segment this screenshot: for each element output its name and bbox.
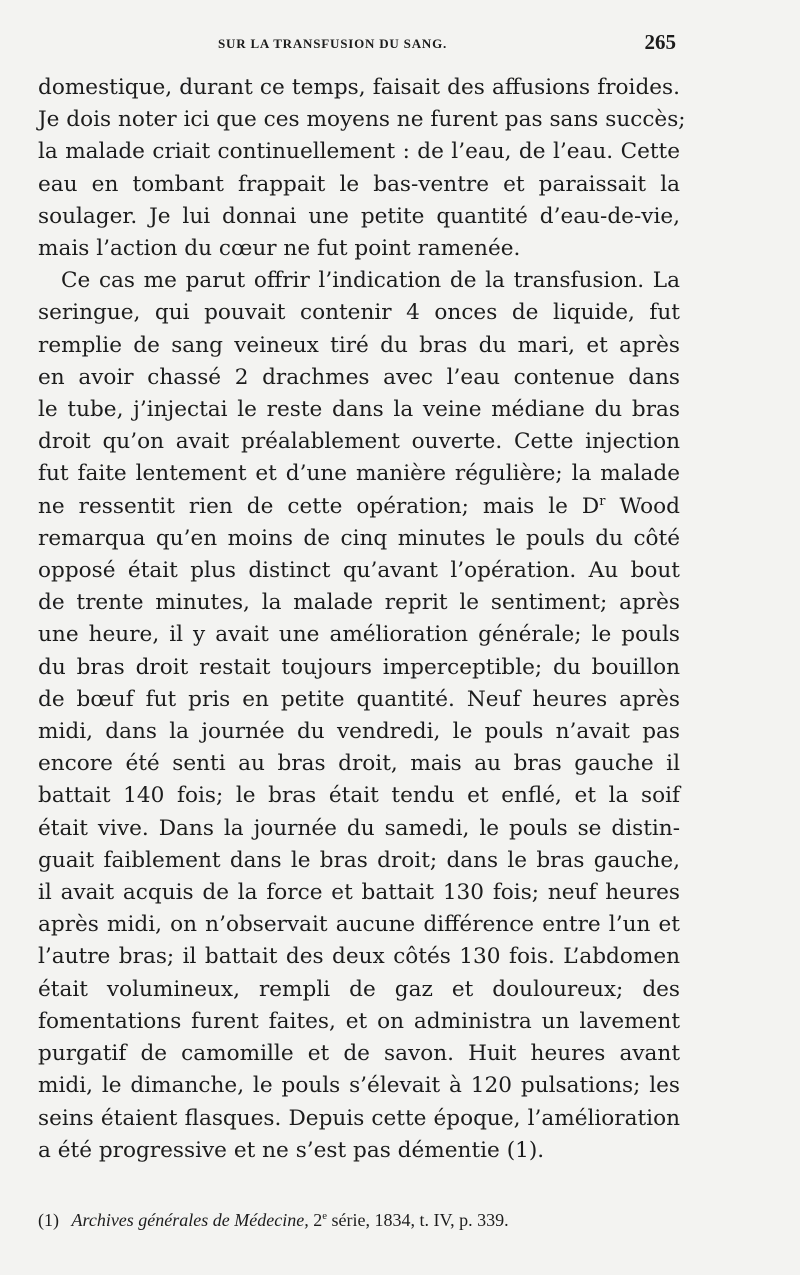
text-line: était vive. Dans la journée du samedi, le pouls se distin- — [38, 815, 680, 841]
text-line: eau en tombant frappait le bas-ventre et paraissait la — [38, 171, 680, 197]
text-line: droit qu’on avait préalablement ouverte. Cette injection — [38, 429, 680, 455]
footnote-journal: Archives générales de Médecine, — [71, 1210, 309, 1230]
text-line-last: a été progressive et ne s’est pas démentie (1). — [38, 1137, 545, 1163]
text-line: Je dois noter ici que ces moyens ne furent pas sans succès; — [38, 107, 686, 133]
text-line: le tube, j’injectai le reste dans la veine médiane du bras — [38, 397, 680, 423]
footnote-series-superscript: e — [322, 1210, 328, 1222]
footnote — [38, 1210, 680, 1231]
text-line: remplie de sang veineux tiré du bras du mari, et après — [38, 332, 680, 358]
text-line: de bœuf fut pris en petite quantité. Neuf heures après — [38, 686, 680, 712]
text-line: opposé était plus distinct qu’avant l’opération. Au bout — [38, 558, 680, 584]
text-line: était volumineux, rempli de gaz et douloureux; des — [38, 976, 680, 1002]
text-line: fomentations furent faites, et on administra un lavement — [38, 1008, 680, 1034]
text-line: une heure, il y avait une amélioration générale; le pouls — [38, 622, 680, 648]
text-line: encore été senti au bras droit, mais au bras gauche il — [38, 751, 680, 777]
last-line-text: a été progressive et ne s’est pas démentie — [38, 1137, 500, 1163]
text-line: remarqua qu’en moins de cinq minutes le pouls du côté — [38, 525, 680, 551]
text-line: du bras droit restait toujours imperceptible; du bouillon — [38, 654, 680, 680]
text-line: la malade criait continuellement : de l’eau, de l’eau. Cette — [38, 139, 680, 165]
text-line: Ce cas me parut offrir l’indication de la transfusion. La — [61, 268, 680, 294]
text-line: battait 140 fois; le bras était tendu et enflé, et la soif — [38, 783, 680, 809]
running-title: SUR LA TRANSFUSION DU SANG. — [218, 36, 448, 51]
text-line: il avait acquis de la force et battait 130 fois; neuf heures — [38, 880, 680, 906]
text-line: guait faiblement dans le bras droit; dans le bras gauche, — [38, 847, 680, 873]
dr-superscript: r — [599, 493, 606, 509]
text-line: purgatif de camomille et de savon. Huit heures avant — [38, 1041, 680, 1067]
text-line-dr-wood — [38, 491, 680, 523]
text-line: l’autre bras; il battait des deux côtés 130 fois. L’abdomen — [38, 944, 680, 970]
footnote-marker: (1) — [38, 1210, 59, 1230]
text-line: mais l’action du cœur ne fut point ramenée. — [38, 236, 521, 262]
text-line: soulager. Je lui donnai une petite quantité d’eau-de-vie, — [38, 203, 680, 229]
text-line: seins étaient flasques. Depuis cette époque, l’amélioration — [38, 1105, 680, 1131]
page-header — [38, 30, 680, 64]
body-text — [38, 72, 686, 1167]
wood-text: Wood — [605, 493, 680, 519]
text-line: domestique, durant ce temps, faisait des affusions froides. — [38, 75, 680, 100]
text-line: après midi, on n’observait aucune différence entre l’un et — [38, 912, 680, 938]
page-number: 265 — [644, 30, 676, 54]
footnote-citation: série, 1834, t. IV, p. 339. — [327, 1210, 509, 1230]
text-line: midi, dans la journée du vendredi, le pouls n’avait pas — [38, 719, 680, 745]
dr-text: ne ressentit rien de cette opération; mais le D — [38, 493, 600, 519]
text-line: de trente minutes, la malade reprit le sentiment; après — [38, 590, 680, 616]
text-line: midi, le dimanche, le pouls s’élevait à 120 pulsations; les — [38, 1073, 680, 1099]
text-line: en avoir chassé 2 drachmes avec l’eau contenue dans — [38, 364, 680, 390]
text-line: seringue, qui pouvait contenir 4 onces de liquide, fut — [38, 300, 680, 326]
footnote-series-number: 2 — [308, 1210, 323, 1230]
footnote-reference: (1) — [506, 1137, 538, 1163]
text-line: fut faite lentement et d’une manière régulière; la malade — [38, 461, 680, 487]
